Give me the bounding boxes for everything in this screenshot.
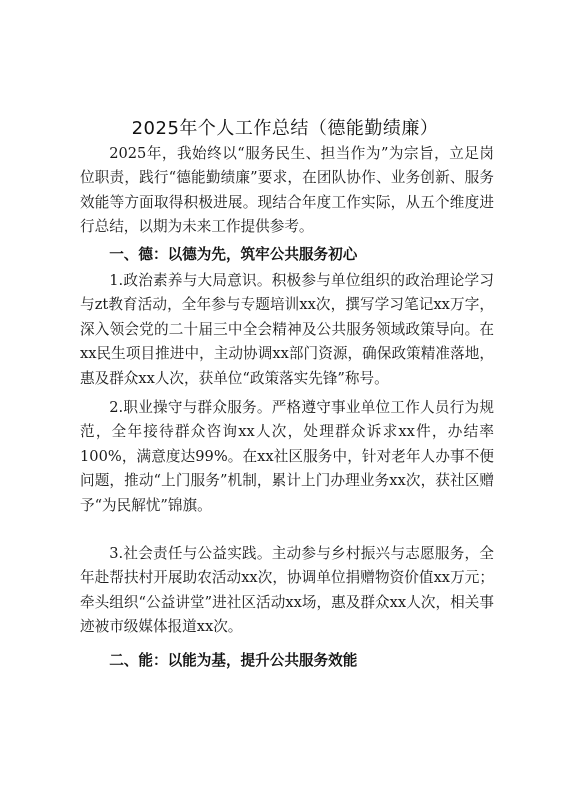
section-heading-de: 一、德：以德为先，筑牢公共服务初心 [109,246,358,263]
paragraph-social-responsibility: 3.社会责任与公益实践。主动参与乡村振兴与志愿服务，全年赴帮扶村开展助农活动xx次，协调单位捐赠物资价值xx万元；牵头组织“公益讲堂”进社区活动xx场，惠及群众xx人次，相关事迹被市级媒体报道xx次。 [80,545,494,636]
document-title: 2025年个人工作总结（德能勤绩廉） [131,118,439,139]
paragraph-political-literacy: 1.政治素养与大局意识。积极参与单位组织的政治理论学习与zt教育活动，全年参与专题培训xx次，撰写学习笔记xx万字，深入领会党的二十届三中全会精神及公共服务领域政策导向。在xx民生项目推进中，主动协调xx部门资源，确保政策精准落地，惠及群众xx人次，获单位“政策落实先锋”称号。 [80,272,494,387]
paragraph-professional-ethics: 2.职业操守与群众服务。严格遵守事业单位工作人员行为规范，全年接待群众咨询xx人次，处理群众诉求xx件，办结率100%，满意度达99%。在xx社区服务中，针对老年人办事不便问题，推动“上门服务”机制，累计上门办理业务xx次，获社区赠予“为民解忧”锦旗。 [80,399,494,514]
section-heading-neng: 二、能：以能为基，提升公共服务效能 [109,652,358,669]
intro-paragraph: 2025年，我始终以“服务民生、担当作为”为宗旨，立足岗位职责，践行“德能勤绩廉”要求，在团队协作、业务创新、服务效能等方面取得积极进展。现结合年度工作实际，从五个维度进行总结，以期为未来工作提供参考。 [80,145,494,236]
